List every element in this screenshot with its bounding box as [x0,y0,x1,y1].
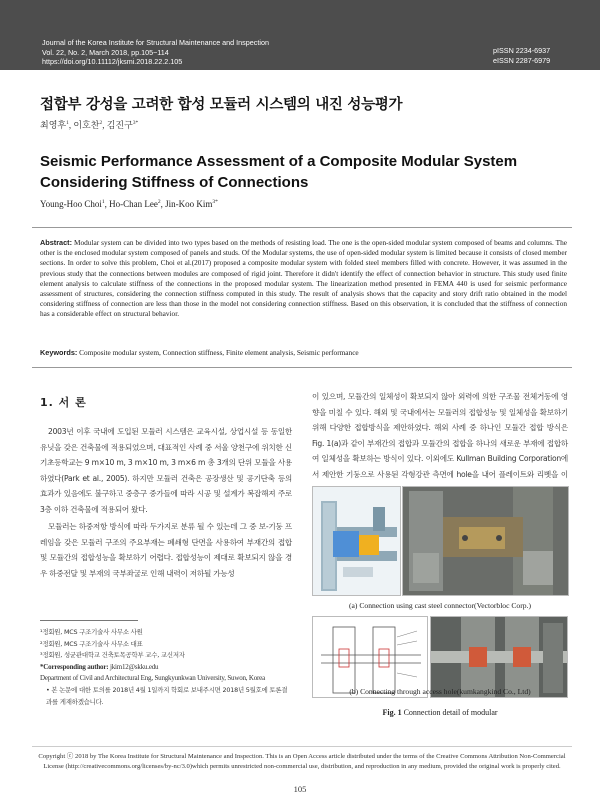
abstract [40,238,567,320]
eissn: eISSN 2287-6979 [493,55,551,65]
section-heading-introduction: 1. 서 론 [40,396,87,409]
abstract-text: Modular system can be divided into two types based on the methods of resisting load. The one is the open-sided modular system composed of beams and columns. The other is the enclosed modular system composed of panels and studs. Of the Modular systems, the use of open-sided modular system is limited because it consists of closed member sections. In order to solve this problem, Choi et al.(2017) proposed a composite modular system with folded steel members filled with concrete. However, it was assumed in the previous study that the connections between modules are composed of rigid joint. Therefore it didn't identify the effect of connection behavior in structure. This study used finite element analysis to calculate stiffness of the connections in the proposed modular system. The linearization method presented in FEMA 440 is used for seismic performance assessment of structures, considering the connection stiffness computed in this study. The result of analysis shows that the capacity and story drift ratio obtained in the model considering stiffness of connection are less than those in the model not considering connection stiffness. Based on this observation, it is concluded that the stiffness of connection has a considerable effect on structural behavior. [40,238,567,319]
author-kr-1-sup: 1 [66,120,69,126]
abstract-top-rule [32,227,572,228]
footnotes [40,627,292,708]
issn-block [493,46,550,65]
authors-english: Young-Hoo Choi$^1$, Ho-Chan Lee$^2$, Jin-Koo Kim$^{3*}$ [40,199,218,209]
body-paragraph-3: 이 있으며, 모듈간의 일체성이 확보되지 않아 외력에 의한 구조물 전체거동에 영향을 미칠 수 있다. 해외 및 국내에서는 모듈러의 접합성능 및 일체성을 확보하기 위해 다양한 접합방식을 제안하였다. 해외 사례 중 하나인 모듈간 접합 방식은 Fig. 1(a)과 같이 부재간의 접합과 모듈간의 접합을 하나의 새로운 부재에 접합하여 일체성을 확보하는 방식이 있다. 이외에도 Kullman Building Corporation에서 제안한 기둥으로 사용된 각형강관 측면에 hole을 내어 플레이트와 리벳을 이 [312,392,568,479]
paper-title-korean: 접합부 강성을 고려한 합성 모듈러 시스템의 내진 성능평가 [40,97,403,113]
author-en-1-sup: 1 [101,199,105,205]
footnote-1: ¹정회원, MCS 구조기술사 사무소 사원 [40,628,143,636]
keywords [40,348,567,357]
author-en-1: Young-Hoo Choi [40,199,102,209]
paper-title-english: Seismic Performance Assessment of a Composite Modular System Considering Stiffness of Connections [40,153,518,191]
copyright-notice: Copyright ⓒ 2018 by The Korea Institute for Structural Maintenance and Inspection. This is an Open Access article distributed under the terms of the Creative Commons Attribution Non-Commercial License (http://creativecommons.org/licenses/by-nc/3.0)which permits unrestricted non-commercial use, distribution, and reproduction in any medium, provided the original work is properly cited. [38,753,566,770]
figure-1b-drawing [312,616,428,698]
corresponding-author [40,662,292,674]
author-kr-1: 최영후 [40,120,67,130]
figure-1b-photo [430,616,568,698]
keywords-label: Keywords: [40,348,78,357]
connector-photo-right [403,487,569,596]
access-hole-photo [431,617,568,698]
discussion-note: • 본 논문에 대한 토의를 2018년 4월 1일까지 학회로 보내주시면 2018년 5월호에 토론결과를 게재하겠습니다. [46,685,288,706]
page-number: 105 [293,784,307,794]
figure-1a-photo-left [312,486,401,596]
author-en-2-sup: 2 [157,199,161,205]
body-paragraph-2: 모듈러는 하중저항 방식에 따라 두가지로 분류 될 수 있는데 그 중 보-기둥 프레임을 갖은 모듈러 구조의 주요부재는 폐쇄형 단면을 사용하여 부재간의 접합 및 모듈간의 접합성능을 확보하기 어렵다. 접합성능이 제대로 확보되지 않을 경우 하중전달 및 부재의 국부좌굴로 인해 내력이 저하될 가능성 [40,522,292,578]
author-en-3: Jin-Koo Kim [165,199,213,209]
footnote-3: ³정회원, 성균관대학교 건축토목공학부 교수, 교신저자 [40,651,185,660]
abstract-bottom-rule [32,367,572,368]
journal-header-band [0,0,600,70]
abstract-label: Abstract: [40,238,73,247]
figure-1b-caption: (b) Connecting through access hole(kumkangkind Co., Ltd) [349,687,531,696]
access-hole-drawing [313,617,428,698]
authors-korean: 최영후$^1$, 이호찬$^2$, 김진구$^{3*}$ [40,120,139,130]
figure-1a-photo-right [402,486,569,596]
journal-volume: Vol. 22, No. 2, March 2018, pp.105~114 [42,47,169,57]
connector-diagram-left [313,487,401,596]
journal-doi[interactable]: https://doi.org/10.11112/jksmi.2018.22.2.105 [42,57,183,66]
footnote-2: ²정회원, MCS 구조기술사 사무소 대표 [40,639,143,648]
author-kr-3: 김진구 [106,120,133,130]
journal-name: Journal of the Korea Institute for Structural Maintenance and Inspection [42,38,269,47]
corresponding-label: *Corresponding author: [40,662,109,671]
pissn: pISSN 2234-6937 [493,46,551,55]
journal-info [42,38,269,67]
body-paragraph-1: 2003년 이후 국내에 도입된 모듈러 시스템은 교육시설, 상업시설 등 동일한 유닛을 갖은 건축물에 적용되었으며, 대표적인 사례 중 서울 양천구에 위치한 신기초등학교는 9 m×10 m, 3 m×10 m, 3 m×6 m 총 3개의 단위 모듈을 사용하였다(Park et al., 2005). 하지만 모듈러 건축은 공장생산 및 공기단축 등의 효과가 있음에도 불구하고 중층구 중가들에 따라 시공 및 설계가 복잡해져 주로 3층 이하 건축물에 적용되어 왔다. [40,427,292,514]
author-kr-3-sup: 3* [132,120,139,126]
author-en-2: Ho-Chan Lee [109,199,158,209]
author-kr-2: 이호찬 [73,120,100,130]
copyright-rule [32,746,572,747]
affiliation: Department of Civil and Architectural Eng, Sungkyunkwan University, Suwon, Korea [40,674,265,683]
figure-1-title [312,708,568,717]
author-kr-2-sup: 2 [99,120,103,126]
figure-1-label: Fig. 1 [382,708,402,717]
corresponding-email[interactable]: jkim12@skku.edu [109,662,159,671]
keywords-text: Composite modular system, Connection stiffness, Finite element analysis, Seismic performance [79,348,359,357]
figure-1a-caption: (a) Connection using cast steel connector(Vectorbloc Corp.) [349,601,531,610]
author-en-3-sup: 3* [212,199,218,205]
figure-1-title-text: Connection detail of modular [403,708,498,717]
footnote-rule [40,620,138,621]
